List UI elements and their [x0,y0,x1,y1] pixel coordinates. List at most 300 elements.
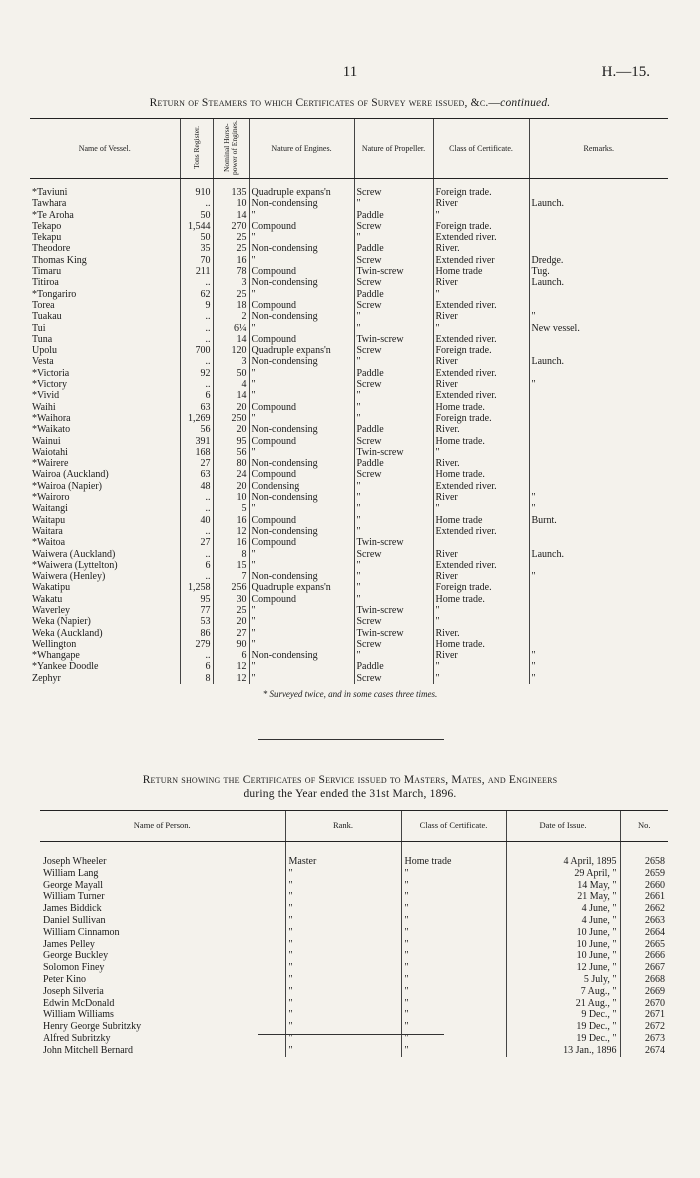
remarks [529,560,668,571]
class-of-certificate: " [401,915,506,927]
table-row [30,537,668,548]
nature-of-engines: " [249,413,354,424]
table-row [30,300,668,311]
rank: " [285,986,401,998]
table-row [40,891,668,903]
class-of-certificate: " [433,447,529,458]
section-divider [258,739,444,740]
table-row [40,868,668,880]
table-row [30,243,668,254]
tons-register: .. [180,323,213,334]
nature-of-engines: " [249,210,354,221]
nature-of-propeller: Paddle [354,243,433,254]
vessel-name: Wellington [32,638,77,650]
horse-power: 30 [213,594,249,605]
class-of-certificate: " [401,903,506,915]
remarks: " [529,650,668,661]
class-of-certificate: River. [433,458,529,469]
remarks: Launch. [529,549,668,560]
table-row [30,515,668,526]
rank: Master [285,842,401,868]
certificate-number: 2665 [620,939,668,951]
nature-of-engines: Compound [249,436,354,447]
rank: " [285,880,401,892]
tons-register: 6 [180,661,213,672]
remarks [529,345,668,356]
rank: " [285,927,401,939]
tons-register: 9 [180,300,213,311]
horse-power: 7 [213,571,249,582]
vessel-name: Wakatu [32,593,63,605]
nature-of-engines: Non-condensing [249,424,354,435]
tons-register: 53 [180,616,213,627]
remarks [529,243,668,254]
horse-power: 12 [213,526,249,537]
nature-of-engines: Compound [249,266,354,277]
table-row [40,962,668,974]
person-name: Joseph Silveria [43,985,104,997]
tons-register: 27 [180,537,213,548]
nature-of-propeller: Screw [354,639,433,650]
vessel-name: *Wairoa (Napier) [32,480,102,492]
horse-power: 90 [213,639,249,650]
vessel-name: Tuna [32,333,53,345]
class-of-certificate: " [401,998,506,1010]
vessel-name: Waitangi [32,503,68,515]
person-name: William Lang [43,867,99,879]
date-of-issue: 14 May, " [506,880,620,892]
class-of-certificate: " [433,210,529,221]
certificate-number: 2670 [620,998,668,1010]
table-row [30,628,668,639]
class-of-certificate: Extended river. [433,560,529,571]
tons-register: 63 [180,402,213,413]
horse-power: 12 [213,661,249,672]
tons-register: 77 [180,605,213,616]
col-date-of-issue: Date of Issue. [506,811,620,842]
certificate-number: 2664 [620,927,668,939]
vessel-name: *Waiwera (Lyttelton) [32,559,118,571]
remarks [529,424,668,435]
date-of-issue: 4 April, 1895 [506,842,620,868]
tons-register: .. [180,526,213,537]
nature-of-propeller: " [354,232,433,243]
rank: " [285,903,401,915]
nature-of-engines: " [249,379,354,390]
person-name: John Mitchell Bernard [43,1044,133,1056]
person-name: George Mayall [43,879,104,891]
nature-of-engines: Condensing [249,481,354,492]
nature-of-engines: " [249,560,354,571]
table-row [30,277,668,288]
horse-power: 6 [213,650,249,661]
bottom-divider [258,1034,444,1035]
certificate-number: 2669 [620,986,668,998]
nature-of-engines: Compound [249,594,354,605]
horse-power: 10 [213,492,249,503]
class-of-certificate: Extended river. [433,390,529,401]
class-of-certificate: " [401,950,506,962]
horse-power: 25 [213,232,249,243]
class-of-certificate: " [433,673,529,684]
certificate-number: 2659 [620,868,668,880]
table-row [30,616,668,627]
tons-register: 70 [180,255,213,266]
tons-register: 48 [180,481,213,492]
nature-of-engines: Non-condensing [249,243,354,254]
remarks: " [529,503,668,514]
class-of-certificate: " [401,868,506,880]
nature-of-propeller: " [354,323,433,334]
vessel-name: Theodore [32,243,71,255]
person-name: Henry George Subritzky [43,1021,142,1033]
steamers-title-continued: continued. [500,97,551,109]
class-of-certificate: River [433,198,529,209]
steamers-title-main: Return of Steamers to which Certificates of Survey were issued, &c.— [149,97,501,109]
certificate-number: 2660 [620,880,668,892]
vessel-name: *Waikato [32,424,71,436]
nature-of-engines: " [249,255,354,266]
person-name: Joseph Wheeler [43,856,107,867]
nature-of-propeller: Screw [354,379,433,390]
person-name: James Pelley [43,938,95,950]
vessel-name: Tuakau [32,311,62,323]
col-class-of-certificate: Class of Certificate. [433,119,529,179]
nature-of-propeller: Screw [354,616,433,627]
remarks: Launch. [529,198,668,209]
tons-register: 35 [180,243,213,254]
class-of-certificate: " [433,323,529,334]
table-row [30,334,668,345]
rank: " [285,915,401,927]
person-name: Alfred Subritzky [43,1032,111,1044]
table-row [30,221,668,232]
class-of-certificate: Extended river. [433,368,529,379]
vessel-name: *Taviuni [32,187,68,198]
table-row [30,650,668,661]
nature-of-engines: " [249,661,354,672]
tons-register: 211 [180,266,213,277]
vessel-name: *Wairoro [32,492,70,504]
class-of-certificate: River [433,311,529,322]
remarks [529,289,668,300]
vessel-name: Upolu [32,345,57,357]
table-row [30,481,668,492]
table-row [30,560,668,571]
class-of-certificate: River [433,356,529,367]
nature-of-engines: Non-condensing [249,650,354,661]
certificate-number: 2666 [620,950,668,962]
certificate-number: 2667 [620,962,668,974]
nature-of-propeller: Twin-screw [354,266,433,277]
date-of-issue: 19 Dec., " [506,1021,620,1033]
table-row [30,323,668,334]
rank: " [285,998,401,1010]
tons-register: 1,258 [180,582,213,593]
date-of-issue: 4 June, " [506,903,620,915]
horse-power: 3 [213,277,249,288]
horse-power: 24 [213,469,249,480]
table-row [30,571,668,582]
rank: " [285,868,401,880]
remarks: " [529,661,668,672]
service-title-line2: during the Year ended the 31st March, 1896. [243,788,457,800]
nature-of-propeller: Paddle [354,210,433,221]
nature-of-propeller: " [354,356,433,367]
vessel-name: Wakatipu [32,582,71,594]
remarks [529,458,668,469]
horse-power: 16 [213,537,249,548]
vessel-name: Wairoa (Auckland) [32,469,109,481]
tons-register: 700 [180,345,213,356]
nature-of-propeller: Screw [354,345,433,356]
rank: " [285,974,401,986]
col-remarks: Remarks. [529,119,668,179]
tons-register: 8 [180,673,213,684]
date-of-issue: 10 June, " [506,950,620,962]
certificate-number: 2673 [620,1033,668,1045]
nature-of-engines: " [249,639,354,650]
table-row [30,447,668,458]
table-row [40,842,668,868]
date-of-issue: 7 Aug., " [506,986,620,998]
vessel-name: *Waitoa [32,537,66,549]
nature-of-engines: Compound [249,300,354,311]
table-row [30,503,668,514]
class-of-certificate: " [401,1033,506,1045]
col-rank: Rank. [285,811,401,842]
table-row [40,939,668,951]
document-reference: H.—15. [601,64,650,80]
table-row [30,526,668,537]
vessel-name: *Whangape [32,650,80,662]
col-class-of-certificate: Class of Certificate. [401,811,506,842]
nature-of-propeller: Screw [354,549,433,560]
vessel-name: Waitapu [32,514,66,526]
nature-of-propeller: " [354,650,433,661]
class-of-certificate: Extended river. [433,300,529,311]
date-of-issue: 5 July, " [506,974,620,986]
nature-of-engines: Quadruple expans'n [249,582,354,593]
table-row [30,436,668,447]
steamers-table-body [30,179,668,685]
table-row [30,582,668,593]
vessel-name: Waitara [32,525,63,537]
horse-power: 14 [213,390,249,401]
nature-of-engines: " [249,673,354,684]
remarks [529,616,668,627]
nature-of-engines: " [249,232,354,243]
table-row [30,492,668,503]
horse-power: 78 [213,266,249,277]
class-of-certificate: " [433,605,529,616]
nature-of-propeller: Paddle [354,424,433,435]
table-row [40,974,668,986]
certificate-number: 2674 [620,1045,668,1057]
nature-of-propeller: " [354,311,433,322]
remarks [529,232,668,243]
nature-of-engines: Non-condensing [249,492,354,503]
date-of-issue: 21 May, " [506,891,620,903]
tons-register: 56 [180,424,213,435]
nature-of-engines: Non-condensing [249,526,354,537]
vessel-name: Waiotahi [32,446,68,458]
table-row [40,950,668,962]
remarks: " [529,311,668,322]
horse-power: 4 [213,379,249,390]
certificate-number: 2663 [620,915,668,927]
table-row [30,402,668,413]
class-of-certificate: " [401,880,506,892]
nature-of-engines: Quadruple expans'n [249,179,354,199]
remarks [529,334,668,345]
class-of-certificate: Home trade. [433,469,529,480]
remarks: " [529,673,668,684]
vessel-name: Zephyr [32,672,61,684]
tons-register: 1,544 [180,221,213,232]
col-number: No. [620,811,668,842]
table-row [30,549,668,560]
date-of-issue: 29 April, " [506,868,620,880]
nature-of-engines: " [249,368,354,379]
horse-power: 14 [213,210,249,221]
tons-register: .. [180,492,213,503]
remarks [529,413,668,424]
nature-of-propeller: Paddle [354,661,433,672]
table-row [30,255,668,266]
nature-of-engines: " [249,628,354,639]
horse-power: 20 [213,481,249,492]
vessel-name: Titiroa [32,277,59,289]
horse-power: 80 [213,458,249,469]
remarks: " [529,492,668,503]
nature-of-propeller: " [354,582,433,593]
nature-of-engines: Compound [249,221,354,232]
nature-of-engines: " [249,289,354,300]
tons-register: 92 [180,368,213,379]
nature-of-propeller: Screw [354,179,433,199]
horse-power: 56 [213,447,249,458]
nature-of-engines: " [249,323,354,334]
horse-power: 95 [213,436,249,447]
nature-of-propeller: " [354,198,433,209]
tons-register: 279 [180,639,213,650]
horse-power: 10 [213,198,249,209]
horse-power: 25 [213,289,249,300]
tons-register: .. [180,277,213,288]
tons-register: .. [180,549,213,560]
nature-of-propeller: Screw [354,277,433,288]
vessel-name: *Victory [32,379,67,391]
nature-of-propeller: " [354,515,433,526]
table-row [30,266,668,277]
table-row [40,986,668,998]
table-row [40,1009,668,1021]
vessel-name: Waiwera (Henley) [32,571,106,583]
table-row [30,356,668,367]
rank: " [285,1033,401,1045]
nature-of-propeller: Screw [354,221,433,232]
horse-power: 256 [213,582,249,593]
horse-power: 20 [213,424,249,435]
table-row [30,311,668,322]
table-row [30,345,668,356]
nature-of-propeller: Twin-screw [354,334,433,345]
nature-of-engines: Compound [249,537,354,548]
nature-of-engines: " [249,390,354,401]
steamers-table [30,118,668,684]
class-of-certificate: " [433,503,529,514]
remarks [529,368,668,379]
tons-register: .. [180,503,213,514]
col-nature-of-propeller: Nature of Propeller. [354,119,433,179]
rank: " [285,950,401,962]
nature-of-propeller: " [354,571,433,582]
tons-register: 6 [180,390,213,401]
vessel-name: Timaru [32,266,62,278]
vessel-name: Wainui [32,435,61,447]
tons-register: .. [180,334,213,345]
service-header-row [40,811,668,842]
class-of-certificate: Foreign trade. [433,345,529,356]
service-table [40,810,668,1057]
table-row [40,1021,668,1033]
horse-power: 25 [213,605,249,616]
nature-of-propeller: Twin-screw [354,537,433,548]
vessel-name: Waiwera (Auckland) [32,548,116,560]
rank: " [285,962,401,974]
horse-power: 18 [213,300,249,311]
class-of-certificate: Extended river. [433,334,529,345]
class-of-certificate: Extended river [433,255,529,266]
tons-register: 86 [180,628,213,639]
service-table-body [40,842,668,1057]
tons-register: 62 [180,289,213,300]
nature-of-propeller: " [354,594,433,605]
table-row [30,639,668,650]
class-of-certificate: River [433,379,529,390]
certificate-number: 2662 [620,903,668,915]
remarks [529,605,668,616]
remarks: " [529,379,668,390]
class-of-certificate: Extended river. [433,232,529,243]
nature-of-propeller: Screw [354,300,433,311]
class-of-certificate: Foreign trade. [433,179,529,199]
class-of-certificate: River. [433,424,529,435]
certificate-number: 2661 [620,891,668,903]
class-of-certificate: " [433,289,529,300]
class-of-certificate: Home trade [401,842,506,868]
nature-of-propeller: Twin-screw [354,605,433,616]
remarks [529,537,668,548]
col-nature-of-engines: Nature of Engines. [249,119,354,179]
date-of-issue: 19 Dec., " [506,1033,620,1045]
nature-of-engines: Quadruple expans'n [249,345,354,356]
table-row [40,880,668,892]
class-of-certificate: " [401,1045,506,1057]
table-row [30,424,668,435]
table-row [30,232,668,243]
horse-power: 20 [213,402,249,413]
horse-power: 20 [213,616,249,627]
certificate-number: 2672 [620,1021,668,1033]
class-of-certificate: Extended river. [433,481,529,492]
class-of-certificate: " [401,1009,506,1021]
horse-power: 15 [213,560,249,571]
class-of-certificate: River. [433,628,529,639]
class-of-certificate: River [433,277,529,288]
class-of-certificate: River. [433,243,529,254]
